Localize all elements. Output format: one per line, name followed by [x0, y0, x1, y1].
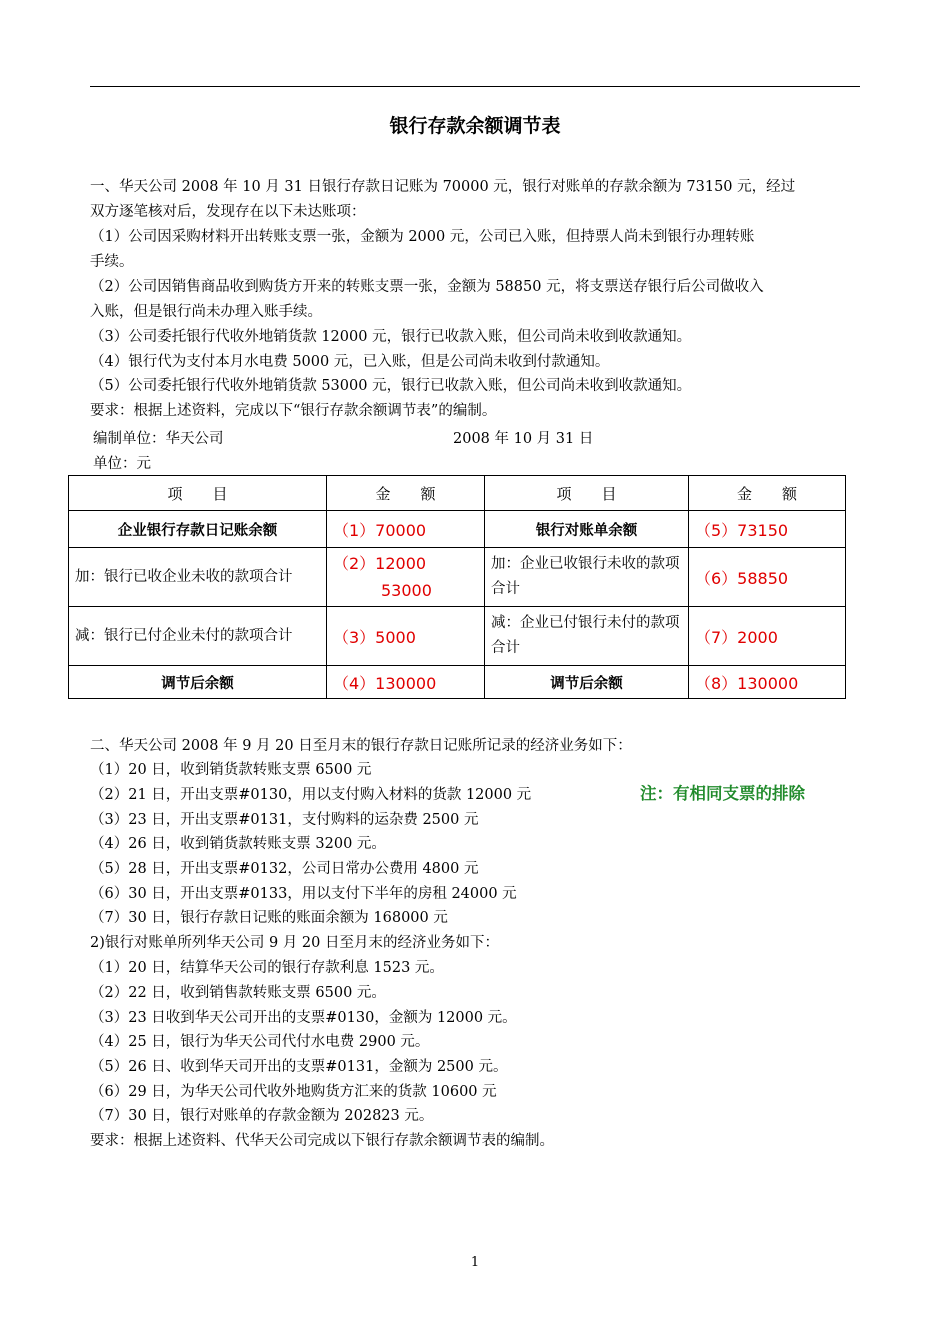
row-label: 加：银行已收企业未收的款项合计 — [69, 548, 327, 607]
amount-cell — [327, 548, 485, 607]
table-header-row — [69, 476, 846, 511]
table-row — [69, 607, 846, 666]
part2-line: （3）23 日收到华天公司开出的支票#0130，金额为 12000 元。 — [90, 1010, 517, 1026]
unit-label: 单位：元 — [93, 456, 151, 472]
part2-line: （7）30 日，银行对账单的存款金额为 202823 元。 — [90, 1108, 434, 1124]
amount-cell: （5）73150 — [689, 511, 846, 548]
amount-cell: （8）130000 — [689, 666, 846, 699]
amount-cell: （7）2000 — [689, 607, 846, 666]
header-item: 项 目 — [69, 476, 327, 511]
part1-line: 手续。 — [90, 254, 134, 270]
part2-line: （2）22 日，收到销售款转账支票 6500 元。 — [90, 985, 386, 1001]
unit-maker: 编制单位：华天公司 — [93, 431, 224, 447]
page-number: 1 — [470, 1255, 480, 1270]
amount-cell: （4）130000 — [327, 666, 485, 699]
part1-line: 要求：根据上述资料，完成以下“银行存款余额调节表”的编制。 — [90, 403, 497, 419]
amount-cell: （6）58850 — [689, 548, 846, 607]
amount-value: （2）12000 — [333, 554, 427, 573]
note-annotation: 注：有相同支票的排除 — [640, 784, 805, 803]
part1-line: （1）公司因采购材料开出转账支票一张，金额为 2000 元，公司已入账，但持票人尚未到银行办理转账 — [90, 229, 755, 245]
part1-line: （3）公司委托银行代收外地销货款 12000 元，银行已收款入账，但公司尚未收到收款通知。 — [90, 329, 692, 345]
header-rule — [90, 86, 860, 87]
row-label: 企业银行存款日记账余额 — [69, 511, 327, 548]
part1-line: （2）公司因销售商品收到购货方开来的转账支票一张，金额为 58850 元，将支票送存银行后公司做收入 — [90, 279, 764, 295]
part2-line: （5）26 日、收到华天司开出的支票#0131，金额为 2500 元。 — [90, 1059, 508, 1075]
row-label: 加：企业已收银行未收的款项合计 — [485, 548, 689, 607]
part1-line: （5）公司委托银行代收外地销货款 53000 元，银行已收款入账，但公司尚未收到收款通知。 — [90, 378, 692, 394]
part2-line: 二、华天公司 2008 年 9 月 20 日至月末的银行存款日记账所记录的经济业务如下： — [90, 738, 632, 754]
part2-line: 要求：根据上述资料、代华天公司完成以下银行存款余额调节表的编制。 — [90, 1133, 554, 1149]
document-title: 银行存款余额调节表 — [389, 115, 561, 137]
part1-line: 一、华天公司 2008 年 10 月 31 日银行存款日记账为 70000 元，银行对账单的存款余额为 73150 元，经过 — [90, 179, 796, 195]
part2-line: （6）30 日，开出支票#0133，用以支付下半年的房租 24000 元 — [90, 886, 517, 902]
amount-value-extra: 53000 — [381, 581, 432, 600]
part2-line: （7）30 日，银行存款日记账的账面余额为 168000 元 — [90, 910, 448, 926]
reconciliation-table — [68, 475, 846, 699]
part2-line: （4）25 日，银行为华天公司代付水电费 2900 元。 — [90, 1034, 430, 1050]
row-label: 调节后余额 — [485, 666, 689, 699]
header-amount: 金 额 — [689, 476, 846, 511]
table-row — [69, 548, 846, 607]
part2-line: （6）29 日，为华天公司代收外地购货方汇来的货款 10600 元 — [90, 1084, 497, 1100]
header-item: 项 目 — [485, 476, 689, 511]
part2-line: 2)银行对账单所列华天公司 9 月 20 日至月末的经济业务如下： — [90, 935, 499, 951]
table-date: 2008 年 10 月 31 日 — [453, 431, 594, 447]
row-label: 调节后余额 — [69, 666, 327, 699]
amount-cell: （1）70000 — [327, 511, 485, 548]
part2-line: （1）20 日，收到销货款转账支票 6500 元 — [90, 762, 372, 778]
row-label: 银行对账单余额 — [485, 511, 689, 548]
row-label: 减：银行已付企业未付的款项合计 — [69, 607, 327, 666]
part2-line: （1）20 日，结算华天公司的银行存款利息 1523 元。 — [90, 960, 444, 976]
table-row — [69, 666, 846, 699]
part2-line: （3）23 日，开出支票#0131，支付购料的运杂费 2500 元 — [90, 812, 479, 828]
table-row — [69, 511, 846, 548]
part1-line: （4）银行代为支付本月水电费 5000 元，已入账，但是公司尚未收到付款通知。 — [90, 354, 610, 370]
part1-line: 双方逐笔核对后，发现存在以下未达账项： — [90, 204, 366, 220]
row-label: 减：企业已付银行未付的款项合计 — [485, 607, 689, 666]
part2-line: （4）26 日，收到销货款转账支票 3200 元。 — [90, 836, 386, 852]
part2-line: （5）28 日，开出支票#0132，公司日常办公费用 4800 元 — [90, 861, 479, 877]
part1-line: 入账，但是银行尚未办理入账手续。 — [90, 304, 322, 320]
part2-line: （2）21 日，开出支票#0130，用以支付购入材料的货款 12000 元 — [90, 787, 532, 803]
amount-cell: （3）5000 — [327, 607, 485, 666]
header-amount: 金 额 — [327, 476, 485, 511]
